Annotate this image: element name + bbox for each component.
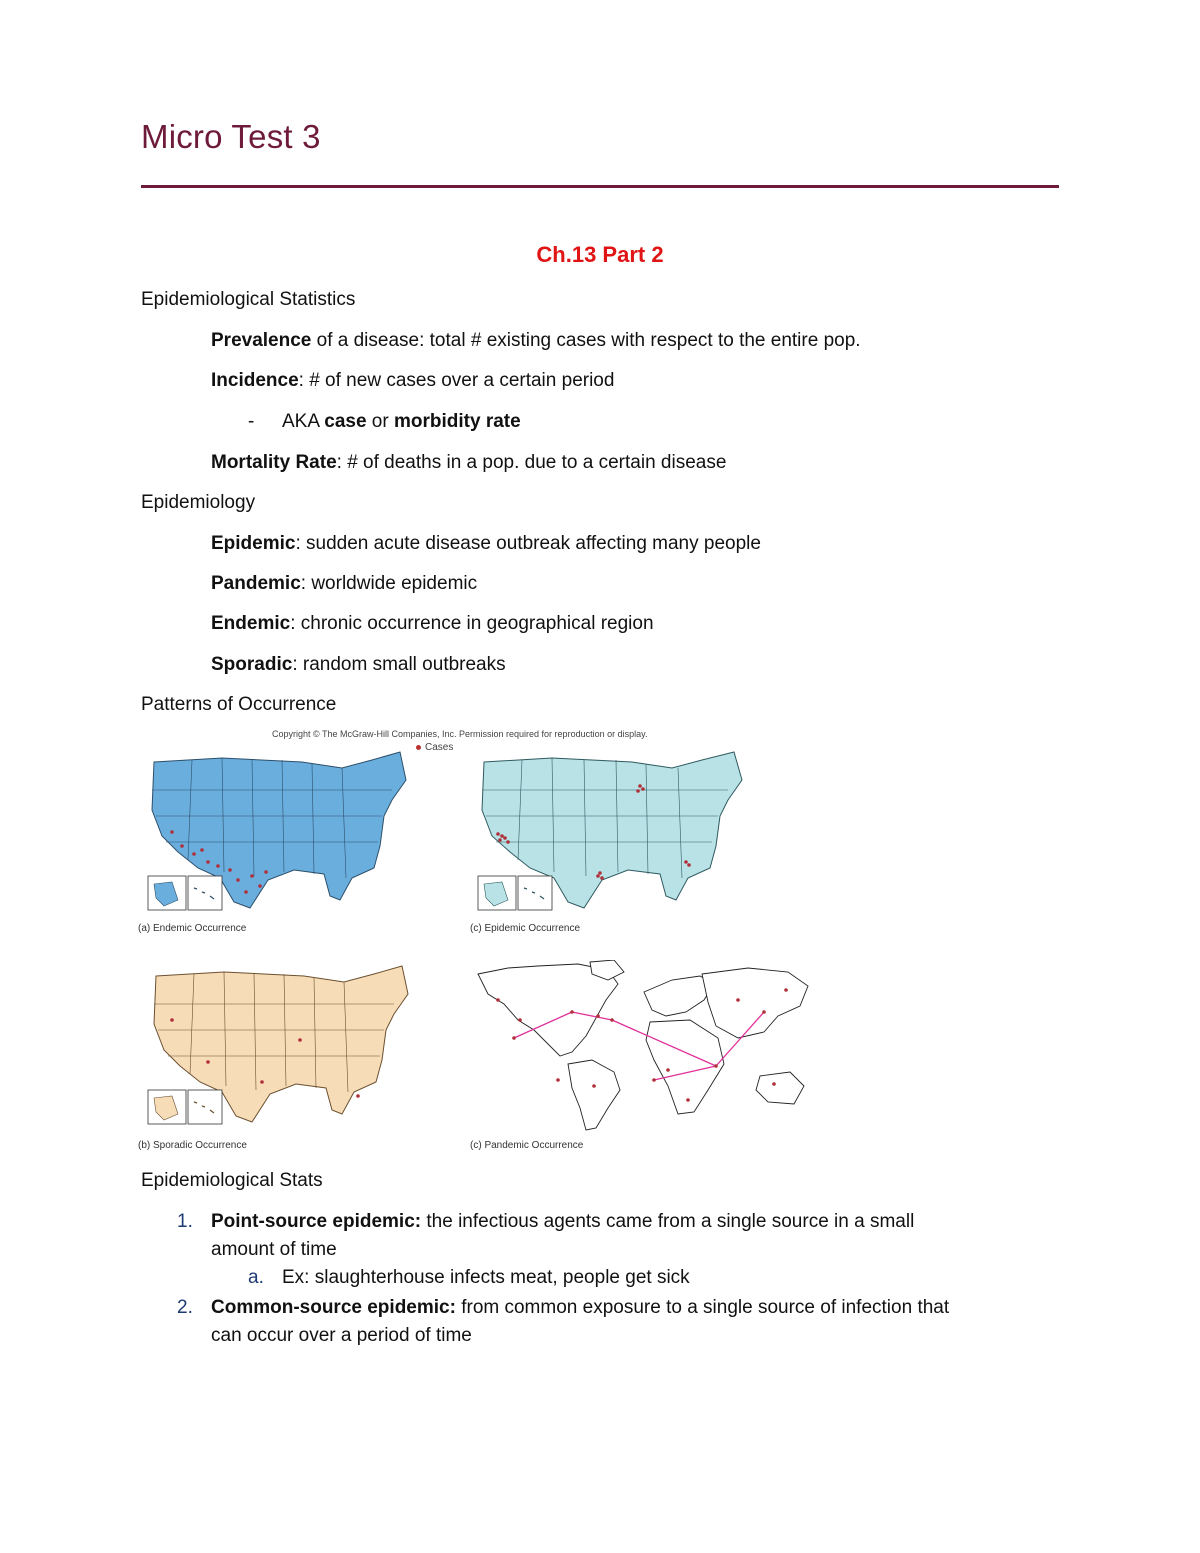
list-number-2: 2.: [177, 1297, 193, 1318]
endemic-term: Endemic: [211, 613, 291, 634]
section-heading-patterns: Patterns of Occurrence: [141, 694, 337, 715]
endemic-definition: : chronic occurrence in geographical region: [290, 613, 654, 634]
sporadic-us-map: [144, 964, 414, 1134]
caption-pandemic: (c) Pandemic Occurrence: [470, 1140, 584, 1151]
north-america-shape: [478, 964, 618, 1056]
point-source-example: Ex: slaughterhouse infects meat, people get sick: [282, 1267, 690, 1288]
pandemic-term: Pandemic: [211, 573, 301, 594]
epidemic-definition: : sudden acute disease outbreak affecting many people: [295, 533, 761, 554]
list-number-1: 1.: [177, 1211, 193, 1232]
epidemic-us-map: [472, 750, 752, 920]
aka-mid: or: [366, 411, 394, 432]
common-source-line-2: can occur over a period of time: [211, 1325, 472, 1346]
aka-term-case: case: [324, 411, 367, 432]
list-letter-a: a.: [248, 1267, 264, 1288]
prevalence-definition: of a disease: total # existing cases with respect to the entire pop.: [311, 330, 861, 351]
caption-epidemic: (c) Epidemic Occurrence: [470, 923, 581, 934]
aka-prefix: AKA: [282, 411, 325, 432]
figure-legend: [416, 742, 453, 753]
dash-bullet: -: [248, 411, 255, 432]
south-america-shape: [568, 1060, 620, 1130]
pandemic-world-map: [468, 960, 813, 1135]
point-source-term: Point-source epidemic:: [211, 1211, 422, 1232]
epidemic-line: [211, 533, 761, 555]
caption-endemic: (a) Endemic Occurrence: [138, 923, 247, 934]
point-source-definition: the infectious agents came from a single source in a small: [421, 1211, 915, 1232]
common-source-definition: from common exposure to a single source of infection that: [455, 1297, 950, 1318]
incidence-line: [211, 370, 614, 392]
epidemic-term: Epidemic: [211, 533, 296, 554]
legend-label: Cases: [425, 742, 454, 753]
incidence-term: Incidence: [211, 370, 299, 391]
world-continents: [478, 960, 808, 1130]
endemic-line: [211, 613, 654, 635]
title-rule: [141, 185, 1059, 188]
page-title: Micro Test 3: [141, 118, 321, 155]
prevalence-line: [211, 330, 861, 352]
figure-copyright: Copyright © The McGraw-Hill Companies, Inc. Permission required for reproduction or display.: [272, 729, 648, 739]
section-heading-statistics: Epidemiological Statistics: [141, 289, 356, 310]
asia-shape: [702, 968, 808, 1038]
point-source-line-2: amount of time: [211, 1239, 337, 1260]
sporadic-line: [211, 654, 506, 676]
mortality-term: Mortality Rate: [211, 452, 337, 473]
caption-sporadic: (b) Sporadic Occurrence: [138, 1140, 247, 1151]
common-source-term: Common-source epidemic:: [211, 1297, 456, 1318]
point-source-line: [211, 1211, 914, 1233]
mortality-definition: : # of deaths in a pop. due to a certain disease: [336, 452, 727, 473]
pandemic-definition: : worldwide epidemic: [300, 573, 478, 594]
chapter-heading: Ch.13 Part 2: [536, 242, 664, 267]
incidence-definition: : # of new cases over a certain period: [298, 370, 615, 391]
patterns-of-occurrence-figure: [136, 726, 836, 1156]
australia-shape: [756, 1072, 804, 1104]
section-heading-epi-stats: Epidemiological Stats: [141, 1170, 323, 1191]
common-source-line: [211, 1297, 949, 1319]
section-heading-epidemiology: Epidemiology: [141, 492, 256, 513]
case-dot-icon: [416, 745, 421, 750]
aka-line: [248, 411, 521, 433]
mortality-line: [211, 452, 726, 474]
prevalence-term: Prevalence: [211, 330, 312, 351]
aka-term-morbidity: morbidity rate: [393, 411, 521, 432]
sporadic-definition: : random small outbreaks: [292, 654, 506, 675]
pandemic-line: [211, 573, 477, 595]
sporadic-term: Sporadic: [211, 654, 293, 675]
endemic-us-map: [142, 750, 412, 920]
